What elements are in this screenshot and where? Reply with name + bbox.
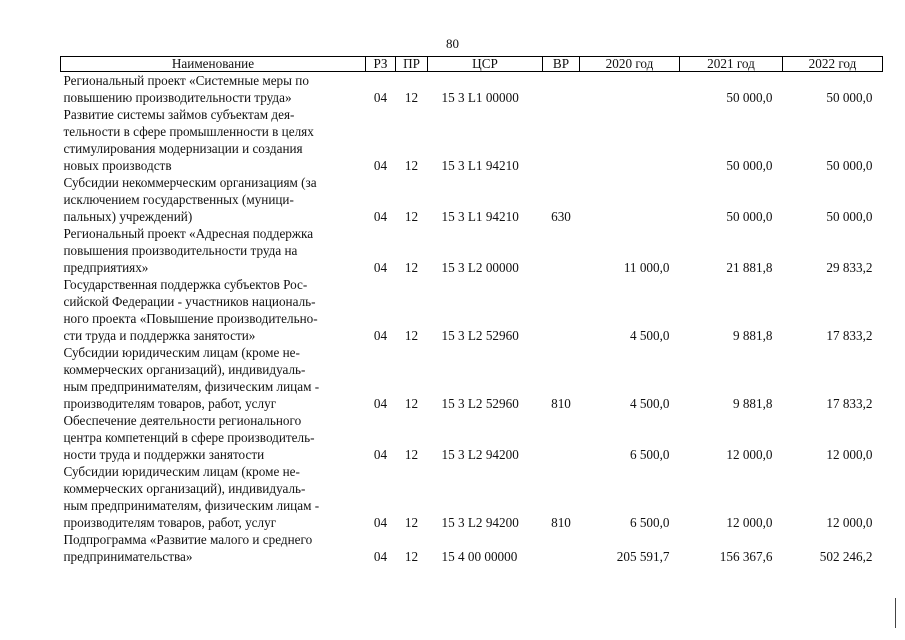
row-2022: 12 000,0 (826, 447, 873, 462)
row-csr: 15 3 L1 94210 (441, 158, 519, 173)
row-2022: 50 000,0 (826, 209, 873, 224)
row-pr: 12 (404, 158, 419, 173)
row-vr (543, 412, 580, 463)
table-row (61, 344, 883, 412)
row-csr: 15 4 00 00000 (441, 549, 518, 564)
row-name: Государственная поддержка субъектов Рос- сийской Федерации - участников националь- ного проекта «Повышение производительно- сти труда и поддержка занятости» (63, 277, 318, 343)
row-2020 (580, 72, 680, 107)
row-rz: 04 (373, 90, 388, 105)
row-2022: 17 833,2 (826, 396, 873, 411)
row-2022: 12 000,0 (826, 515, 873, 530)
row-pr: 12 (404, 328, 419, 343)
header-2022: 2022 год (783, 57, 883, 72)
row-rz: 04 (373, 447, 388, 462)
row-2021: 50 000,0 (726, 90, 773, 105)
row-csr: 15 3 L2 94200 (441, 447, 519, 462)
row-2020 (580, 106, 680, 174)
row-rz: 04 (373, 209, 388, 224)
row-2020 (580, 174, 680, 225)
row-2020: 205 591,7 (616, 549, 670, 564)
header-name: Наименование (61, 57, 366, 72)
budget-table (60, 56, 883, 565)
row-2021: 12 000,0 (726, 515, 773, 530)
row-2022: 50 000,0 (826, 158, 873, 173)
row-2021: 9 881,8 (732, 396, 773, 411)
row-name: Обеспечение деятельности регионального центра компетенций в сфере производитель- ности труда и поддержки занятости (63, 413, 315, 462)
row-vr: 810 (551, 515, 571, 530)
row-pr: 12 (404, 515, 419, 530)
row-name: Субсидии юридическим лицам (кроме не- коммерческих организаций), индивидуаль- ным предпринимателям, физическим лицам - производителям товаров, работ, услуг (63, 345, 320, 411)
header-2021: 2021 год (680, 57, 783, 72)
row-csr: 15 3 L1 94210 (441, 209, 519, 224)
row-rz: 04 (373, 158, 388, 173)
row-2022: 50 000,0 (826, 90, 873, 105)
header-csr: ЦСР (428, 57, 543, 72)
row-2021: 50 000,0 (726, 158, 773, 173)
row-vr (543, 225, 580, 276)
row-2020: 11 000,0 (623, 260, 670, 275)
row-rz: 04 (373, 260, 388, 275)
table-row (61, 174, 883, 225)
row-rz: 04 (373, 549, 388, 564)
row-name: Развитие системы займов субъектам дея- тельности в сфере промышленности в целях стимулирования модернизации и создания новых производств (63, 107, 314, 173)
table-header-row (61, 57, 883, 72)
table-row (61, 106, 883, 174)
row-name: Региональный проект «Адресная поддержка повышения производительности труда на предприятиях» (63, 226, 314, 275)
scan-edge-mark (895, 598, 896, 628)
row-2021: 9 881,8 (732, 328, 773, 343)
table-row (61, 72, 883, 107)
row-2020: 4 500,0 (629, 328, 670, 343)
row-csr: 15 3 L2 94200 (441, 515, 519, 530)
row-pr: 12 (404, 209, 419, 224)
header-vr: ВР (543, 57, 580, 72)
page-number: 80 (446, 36, 459, 51)
row-2022: 17 833,2 (826, 328, 873, 343)
row-2020: 6 500,0 (629, 515, 670, 530)
row-pr: 12 (404, 90, 419, 105)
row-vr (543, 276, 580, 344)
table-row (61, 276, 883, 344)
table-row (61, 463, 883, 531)
row-vr (543, 72, 580, 107)
row-2020: 4 500,0 (629, 396, 670, 411)
header-2020: 2020 год (580, 57, 680, 72)
header-pr: ПР (396, 57, 428, 72)
row-vr: 630 (551, 209, 571, 224)
row-name: Подпрограмма «Развитие малого и среднего предпринимательства» (63, 532, 313, 564)
row-name: Субсидии юридическим лицам (кроме не- коммерческих организаций), индивидуаль- ным предпринимателям, физическим лицам - производителям товаров, работ, услуг (63, 464, 320, 530)
row-csr: 15 3 L1 00000 (441, 90, 519, 105)
row-pr: 12 (404, 260, 419, 275)
row-csr: 15 3 L2 52960 (441, 396, 519, 411)
header-rz: РЗ (366, 57, 396, 72)
row-pr: 12 (404, 447, 419, 462)
row-rz: 04 (373, 515, 388, 530)
row-csr: 15 3 L2 00000 (441, 260, 519, 275)
row-2021: 156 367,6 (719, 549, 773, 564)
row-2022: 502 246,2 (819, 549, 873, 564)
row-name: Региональный проект «Системные меры по повышению производительности труда» (63, 73, 309, 105)
row-pr: 12 (404, 396, 419, 411)
row-vr: 810 (551, 396, 571, 411)
row-2021: 12 000,0 (726, 447, 773, 462)
row-2021: 50 000,0 (726, 209, 773, 224)
row-csr: 15 3 L2 52960 (441, 328, 519, 343)
row-vr (543, 106, 580, 174)
table-row (61, 225, 883, 276)
row-2020: 6 500,0 (629, 447, 670, 462)
row-rz: 04 (373, 328, 388, 343)
row-2022: 29 833,2 (826, 260, 873, 275)
row-name: Субсидии некоммерческим организациям (за исключением государственных (муници- пальных) учреждений) (63, 175, 317, 224)
row-vr (543, 531, 580, 565)
row-2021: 21 881,8 (726, 260, 773, 275)
table-row (61, 412, 883, 463)
table-row (61, 531, 883, 565)
row-pr: 12 (404, 549, 419, 564)
row-rz: 04 (373, 396, 388, 411)
